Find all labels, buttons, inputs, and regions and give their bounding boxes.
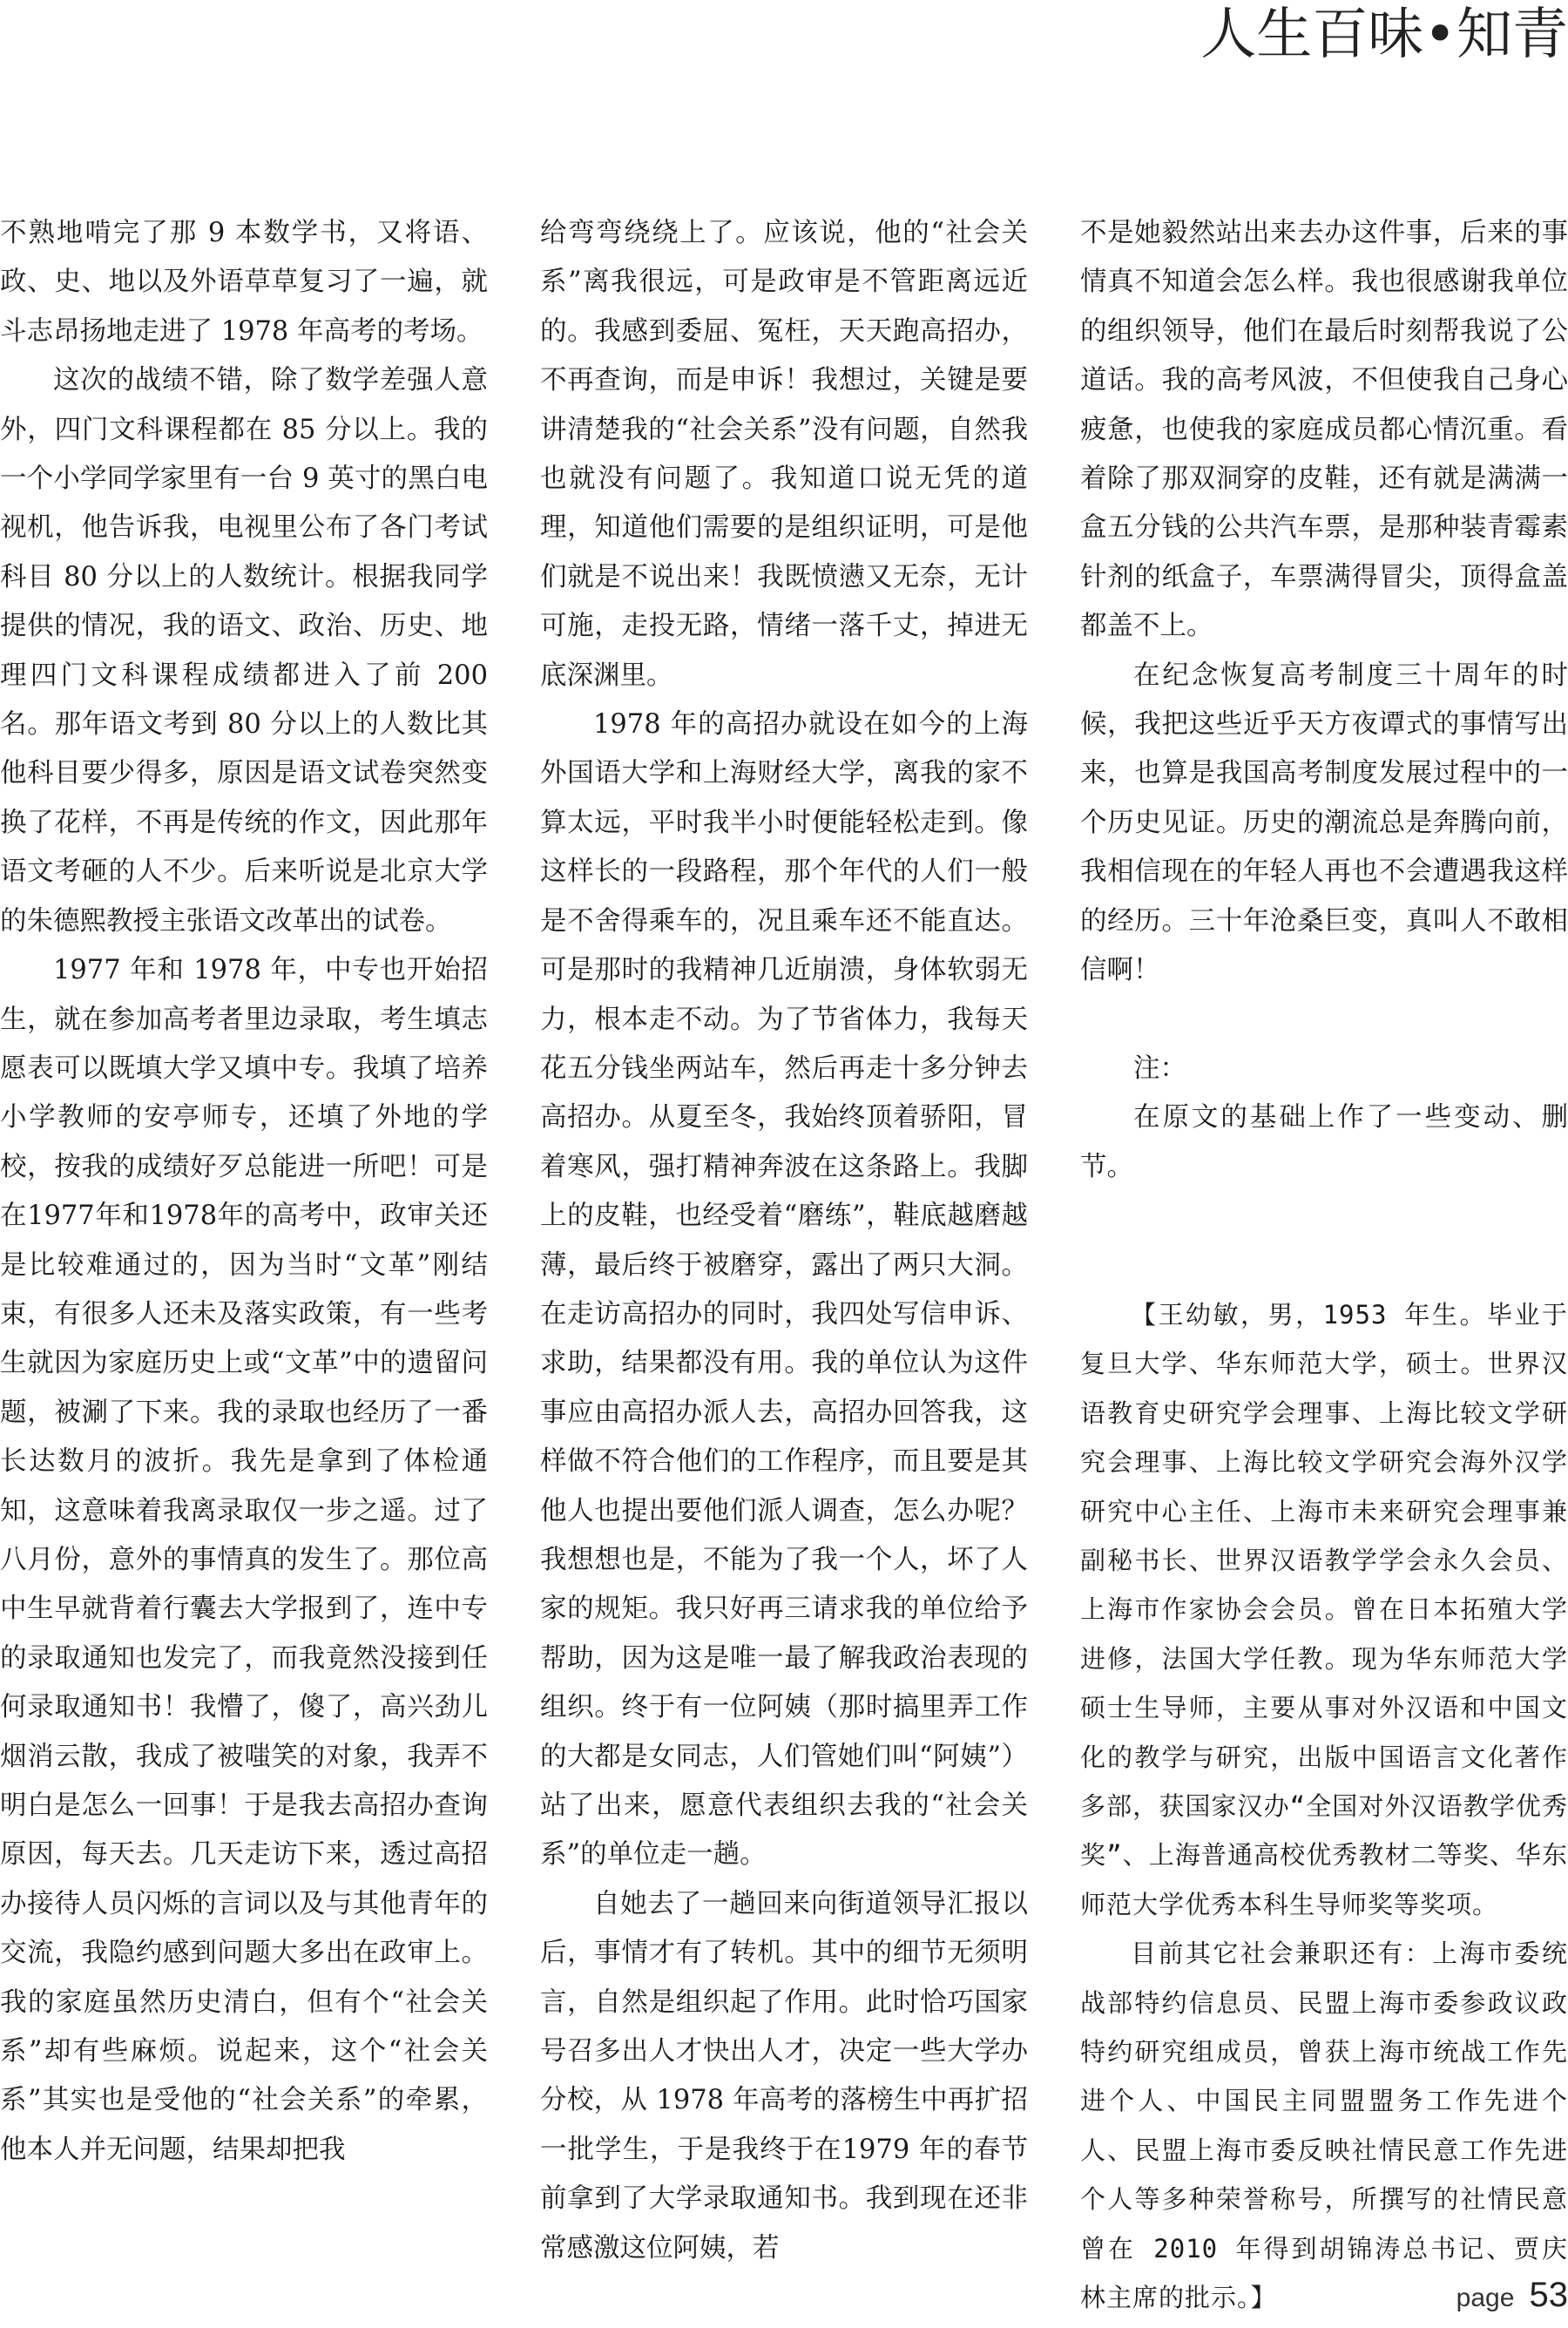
paragraph: 1977 年和 1978 年，中专也开始招生，就在参加高考者里边录取，考生填志愿表可以既填大学又填中专。我填了培养小学教师的安亭师专，还填了外地的学校，按我的成绩好歹总能进一所吧！可是在1977年和1978年的高考中，政审关还是比较难通过的，因为当时“文革”刚结束，有很多人还未及落实政策，有一些考生就因为家庭历史上或“文革”中的遗留问题，被涮了下来。我的录取也经历了一番长达数月的波折。我先是拿到了体检通知，这意味着我离录取仅一步之遥。过了八月份，意外的事情真的发生了。那位高中生早就背着行囊去大学报到了，连中专的录取通知也发完了，而我竟然没接到任何录取通知书！我懵了，傻了，高兴劲儿烟消云散，我成了被嗤笑的对象，我弄不明白是怎么一回事！于是我去高招办查询原因，每天去。几天走访下来，透过高招办接待人员闪烁的言词以及与其他青年的交流，我隐约感到问题大多出在政审上。我的家庭虽然历史清白，但有个“社会关系”却有些麻烦。说起来，这个“社会关系”其实也是受他的“社会关系”的牵累，他本人并无问题，结果却把我 xyxy=(0,955,488,2165)
paragraph: 自她去了一趟回来向街道领导汇报以后，事情才有了转机。其中的细节无须明言，自然是组织起了作用。此时恰巧国家号召多出人才快出人才，决定一些大学办分校，从 1978 年高考的落榜生中再扩招一批学生，于是我终于在1979 年的春节前拿到了大学录取通知书。我到现在还非常感激这位阿姨，若 xyxy=(540,1888,1028,2264)
paragraph: 不是她毅然站出来去办这件事，后来的事情真不知道会怎么样。我也很感谢我单位的组织领导，他们在最后时刻帮我说了公道话。我的高考风波，不但使我自己身心疲惫，也使我的家庭成员都心情沉重。看着除了那双洞穿的皮鞋，还有就是满满一盒五分钱的公共汽车票，是那种装青霉素针剂的纸盒子，车票满得冒尖，顶得盒盖都盖不上。 xyxy=(1080,218,1568,642)
paragraph: 在纪念恢复高考制度三十周年的时候，我把这些近乎天方夜谭式的事情写出来，也算是我国高考制度发展过程中的一个历史见证。历史的潮流总是奔腾向前，我相信现在的年轻人再也不会遭遇我这样的经历。三十年沧桑巨变，真叫人不敢相信啊！ xyxy=(1080,660,1568,986)
paragraph: 1978 年的高招办就设在如今的上海外国语大学和上海财经大学，离我的家不算太远，平时我半小时便能轻松走到。像这样长的一段路程，那个年代的人们一般是不舍得乘车的，况且乘车还不能直达。可是那时的我精神几近崩溃，身体软弱无力，根本走不动。为了节省体力，我每天花五分钱坐两站车，然后再走十多分钟去高招办。从夏至冬，我始终顶着骄阳，冒着寒风，强打精神奔波在这条路上。我脚上的皮鞋，也经受着“磨练”，鞋底越磨越薄，最后终于被磨穿，露出了两只大洞。在走访高招办的同时，我四处写信申诉、求助，结果都没有用。我的单位认为这件事应由高招办派人去，高招办回答我，这样做不符合他们的工作程序，而且要是其他人也提出要他们派人调查，怎么办呢？我想想也是，不能为了我一个人，坏了人家的规矩。我只好再三请求我的单位给予帮助，因为这是唯一最了解我政治表现的组织。终于有一位阿姨（那时搞里弄工作的大都是女同志，人们管她们叫“阿姨”）站了出来，愿意代表组织去我的“社会关系”的单位走一趟。 xyxy=(540,709,1028,1871)
author-bio xyxy=(1080,1290,1568,2323)
text-column-1 xyxy=(0,209,488,2175)
note-text: 在原文的基础上作了一些变动、删节。 xyxy=(1080,1102,1568,1182)
paragraph: 不熟地啃完了那 9 本数学书，又将语、政、史、地以及外语草草复习了一遍，就斗志昂扬地走进了 1978 年高考的考场。 xyxy=(0,218,488,347)
bio-paragraph: 【王幼敏，男，1953 年生。毕业于复旦大学、华东师范大学，硕士。世界汉语教育史研究学会理事、上海比较文学研究会理事、上海比较文学研究会海外汉学研究中心主任、上海市未来研究会理事兼副秘书长、世界汉语教学学会永久会员、上海市作家协会会员。曾在日本拓殖大学进修，法国大学任教。现为华东师范大学硕士生导师，主要从事对外汉语和中国文化的教学与研究，出版中国语言文化著作多部，获国家汉办“全国对外汉语教学优秀奖”、上海普通高校优秀教材二等奖、华东师范大学优秀本科生导师奖等奖项。 xyxy=(1080,1299,1568,1919)
bio-paragraph: 目前其它社会兼职还有：上海市委统战部特约信息员、民盟上海市委参政议政特约研究组成员，曾获上海市统战工作先进个人、中国民主同盟盟务工作先进个人、民盟上海市委反映社情民意工作先进个人等多种荣誉称号，所撰写的社情民意曾在 2010 年得到胡锦涛总书记、贾庆林主席的批示。】 xyxy=(1080,1939,1568,2313)
page-header xyxy=(0,0,1568,70)
text-column-3 xyxy=(1080,209,1568,2322)
page-number: 53 xyxy=(1529,2276,1568,2314)
paragraph: 这次的战绩不错，除了数学差强人意外，四门文科课程都在 85 分以上。我的一个小学同学家里有一台 9 英寸的黑白电视机，他告诉我，电视里公布了各门考试科目 80 分以上的人数统计。根据我同学提供的情况，我的语文、政治、历史、地理四门文科课程成绩都进入了前 200 名。那年语文考到 80 分以上的人数比其他科目要少得多，原因是语文试卷突然变换了花样，不再是传统的作文，因此那年语文考砸的人不少。后来听说是北京大学的朱德熙教授主张语文改革出的试卷。 xyxy=(0,365,488,937)
spacer xyxy=(1080,996,1568,1045)
note-label: 注： xyxy=(1133,1052,1186,1084)
page-footer xyxy=(1456,2276,1568,2323)
paragraph: 给弯弯绕绕上了。应该说，他的“社会关系”离我很远，可是政审是不管距离远近的。我感到委屈、冤枉，天天跑高招办，不再查询，而是申诉！我想过，关键是要讲清楚我的“社会关系”没有问题，自然我也就没有问题了。我知道口说无凭的道理，知道他们需要的是组织证明，可是他们就是不说出来！我既愤懑又无奈，无计可施，走投无路，情绪一落千丈，掉进无底深渊里。 xyxy=(540,218,1028,691)
text-column-2 xyxy=(540,209,1028,2273)
page-label: page xyxy=(1456,2284,1515,2312)
section-title: 人生百味•知青 xyxy=(1200,3,1568,67)
spacer xyxy=(1080,1192,1568,1290)
